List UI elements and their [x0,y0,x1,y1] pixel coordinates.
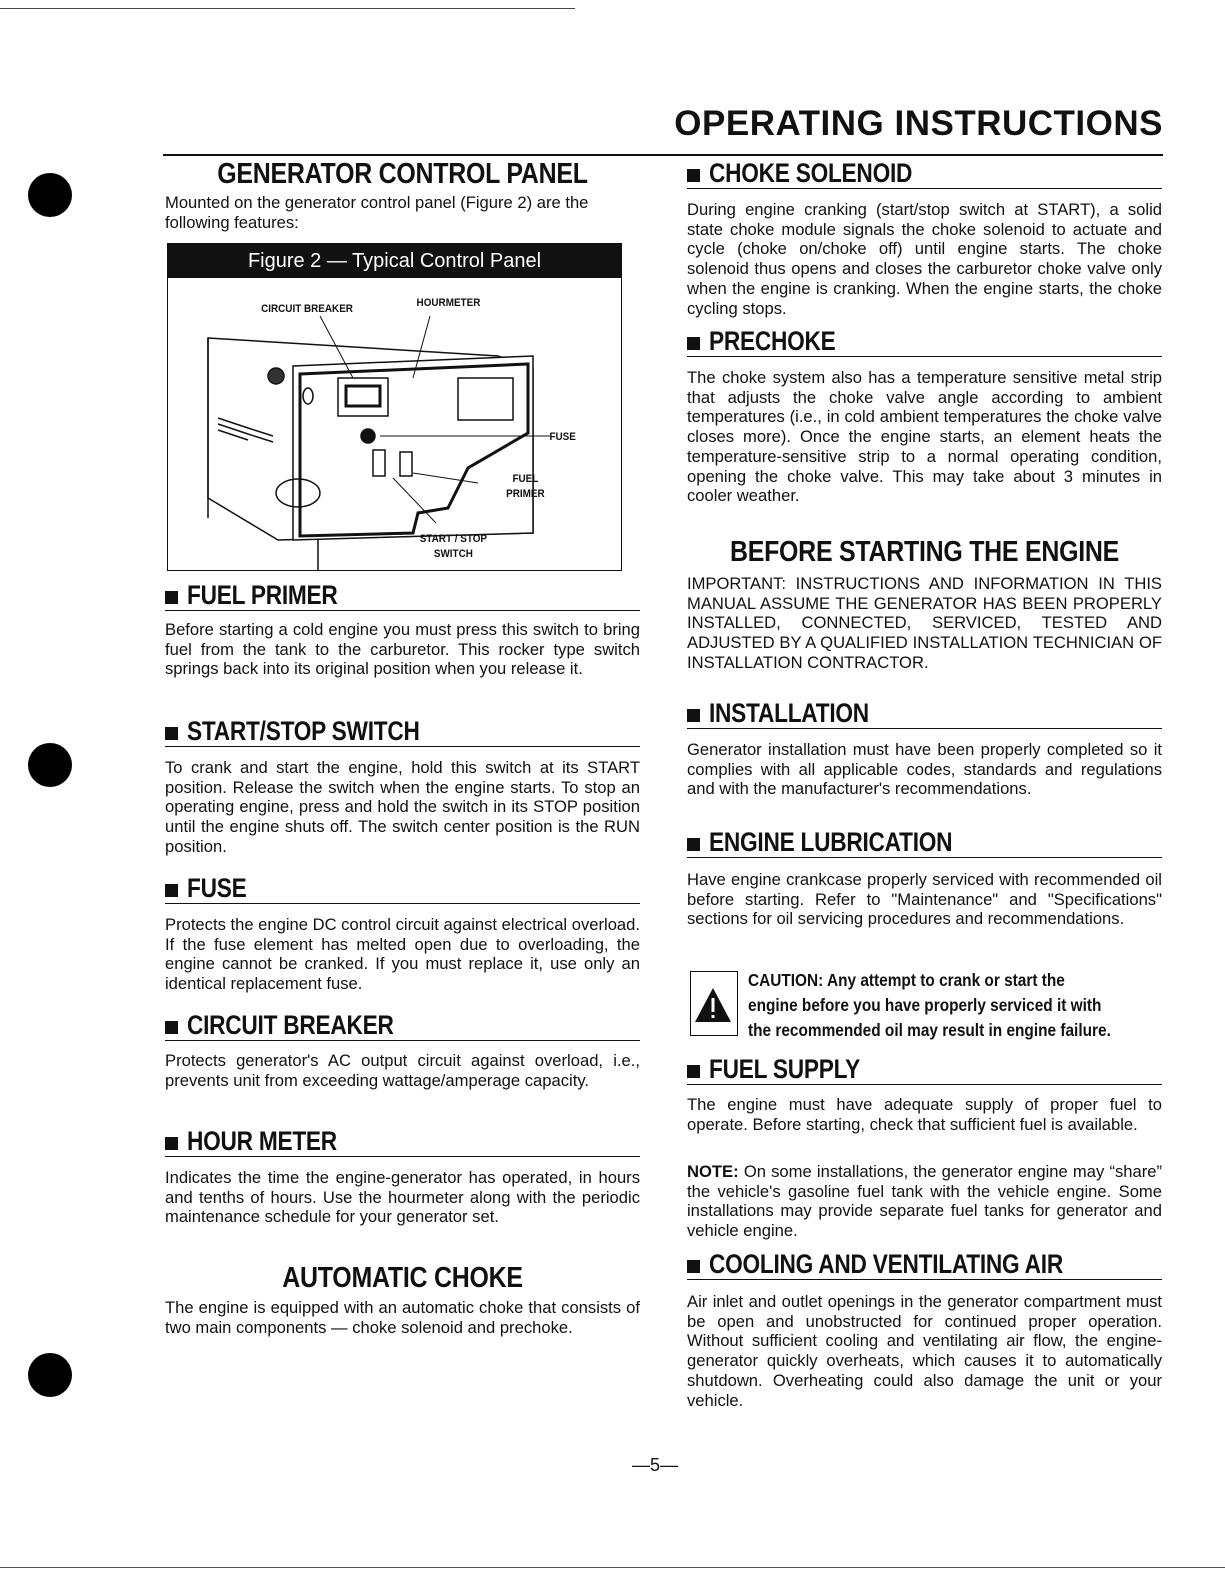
note-label: NOTE: [687,1162,739,1181]
heading-text: FUEL PRIMER [187,580,338,610]
heading-text: START/STOP SWITCH [187,716,420,746]
bullet-square-icon [165,591,178,604]
label-start-stop-line1: START / STOP [419,533,488,545]
label-fuel-primer [506,472,545,502]
bullet-square-icon [687,1065,700,1078]
heading-circuit-breaker [165,1010,640,1041]
heading-text: INSTALLATION [709,698,869,728]
title-rule [163,154,1163,156]
heading-generator-control-panel: GENERATOR CONTROL PANEL [217,158,588,190]
heading-text: FUSE [187,873,247,903]
bullet-square-icon [687,1260,700,1273]
page-number: —5— [631,1455,678,1475]
bullet-square-icon [165,1137,178,1150]
heading-fuse [165,873,640,904]
caution-line: engine before you have properly serviced it with [748,995,1102,1015]
label-start-stop-line2: SWITCH [433,548,473,560]
heading-start-stop-switch [165,716,640,747]
heading-text: HOUR METER [187,1126,337,1156]
label-circuit-breaker: CIRCUIT BREAKER [261,303,353,315]
binder-hole [28,1353,72,1397]
fuel-supply-note [687,1162,1162,1241]
bullet-square-icon [687,709,700,722]
heading-automatic-choke: AUTOMATIC CHOKE [282,1262,523,1294]
installation-text: Generator installation must have been properly completed so it complies with all applicable codes, standards and regulations and with the manufacturer's recommendations. [687,740,1162,799]
top-edge-rule [0,8,575,9]
before-starting-text: IMPORTANT: INSTRUCTIONS AND INFORMATION IN THIS MANUAL ASSUME THE GENERATOR HAS BEEN PROPERLY INSTALLED, CONNECTED, SERVICED, TESTED AND ADJUSTED BY A QUALIFIED INSTALLATION TECHNICIAN OF INSTALLATION CONTRACTOR. [687,574,1162,672]
label-fuel-primer-line2: PRIMER [506,488,545,500]
heading-cooling-ventilating-air [687,1249,1162,1280]
bullet-square-icon [687,337,700,350]
fuel-primer-text: Before starting a cold engine you must press this switch to bring fuel from the tank to the carburetor. This rocker type switch springs back into its original position when you release it. [165,620,640,679]
binder-hole [28,743,72,787]
heading-choke-solenoid [687,158,1162,189]
bullet-square-icon [165,727,178,740]
heading-fuel-supply [687,1054,1162,1085]
circuit-breaker-text: Protects generator's AC output circuit against overload, i.e., prevents unit from exceeding wattage/amperage capacity. [165,1051,640,1090]
bullet-square-icon [687,169,700,182]
figure-title: Figure 2 — Typical Control Panel [168,244,621,278]
page-title: OPERATING INSTRUCTIONS [674,104,1163,143]
label-fuse: FUSE [549,431,576,443]
heading-text: COOLING AND VENTILATING AIR [709,1249,1063,1279]
heading-text: FUEL SUPPLY [709,1054,861,1084]
heading-prechoke [687,326,1162,357]
heading-text: CHOKE SOLENOID [709,158,913,188]
control-panel-intro: Mounted on the generator control panel (Figure 2) are the following features: [165,193,589,232]
start-stop-text: To crank and start the engine, hold this switch at its START position. Release the switch when the engine starts. To stop an operating engine, press and hold the switch in its STOP position until the engine shuts off. The switch center position is the RUN position. [165,758,640,856]
label-fuel-primer-line1: FUEL [512,473,539,485]
heading-text: CIRCUIT BREAKER [187,1010,394,1040]
automatic-choke-text: The engine is equipped with an automatic choke that consists of two main components — choke solenoid and prechoke. [165,1298,640,1337]
bullet-square-icon [165,1021,178,1034]
caution-notice [690,968,1160,1040]
prechoke-text: The choke system also has a temperature sensitive metal strip that adjusts the choke valve angle according to ambient temperatures (i.e., in cold ambient temperatures the choke valve closes more). Once the engine starts, an element heats the temperature-sensitive strip to a normal operating condition, opening the choke valve. This may take about 3 minutes in cooler weather. [687,368,1162,506]
heading-text: PRECHOKE [709,326,836,356]
heading-fuel-primer [165,580,640,611]
hour-meter-text: Indicates the time the engine-generator has operated, in hours and tenths of hours. Use the hourmeter along with the periodic maintenance schedule for your generator set. [165,1168,640,1227]
heading-before-starting: BEFORE STARTING THE ENGINE [729,536,1120,568]
heading-text: ENGINE LUBRICATION [709,827,953,857]
caution-line: CAUTION: Any attempt to crank or start the [748,970,1065,990]
label-hourmeter: HOURMETER [416,297,481,309]
heading-engine-lubrication [687,827,1162,858]
note-text: On some installations, the generator engine may “share” the vehicle's gasoline fuel tank with the vehicle engine. Some installations may provide separate fuel tanks for generator and vehicle engine. [687,1162,1162,1241]
control-panel-illustration [168,278,620,570]
engine-lubrication-text: Have engine crankcase properly serviced with recommended oil before starting. Refer to "Maintenance" and "Specifications" sections for oil servicing procedures and recommendations. [687,870,1162,929]
warning-triangle-icon [690,971,738,1036]
caution-line: the recommended oil may result in engine failure. [748,1020,1111,1040]
heading-installation [687,698,1162,729]
bullet-square-icon [165,884,178,897]
bottom-edge-rule [0,1567,1225,1568]
heading-hour-meter [165,1126,640,1157]
label-start-stop-switch [420,532,487,562]
fuel-supply-text: The engine must have adequate supply of proper fuel to operate. Before starting, check that sufficient fuel is available. [687,1095,1162,1134]
figure-control-panel [167,243,622,571]
binder-hole [28,173,72,217]
bullet-square-icon [687,838,700,851]
caution-text [748,968,1111,1043]
fuse-text: Protects the engine DC control circuit against electrical overload. If the fuse element has melted open due to overloading, the engine cannot be cranked. If you must replace it, use only an identical replacement fuse. [165,915,640,994]
choke-solenoid-text: During engine cranking (start/stop switch at START), a solid state choke module signals the choke solenoid to actuate and cycle (choke on/choke off) until engine starts. The choke solenoid thus opens and closes the carburetor choke valve only when the engine is cranking. When the engine starts, the choke cycling stops. [687,200,1162,318]
cooling-text: Air inlet and outlet openings in the generator compartment must be open and unobstructed for continued proper operation. Without sufficient cooling and ventilating air flow, the engine-generator quickly overheats, which causes it to automatically shutdown. Overheating could also damage the unit or your vehicle. [687,1292,1162,1410]
